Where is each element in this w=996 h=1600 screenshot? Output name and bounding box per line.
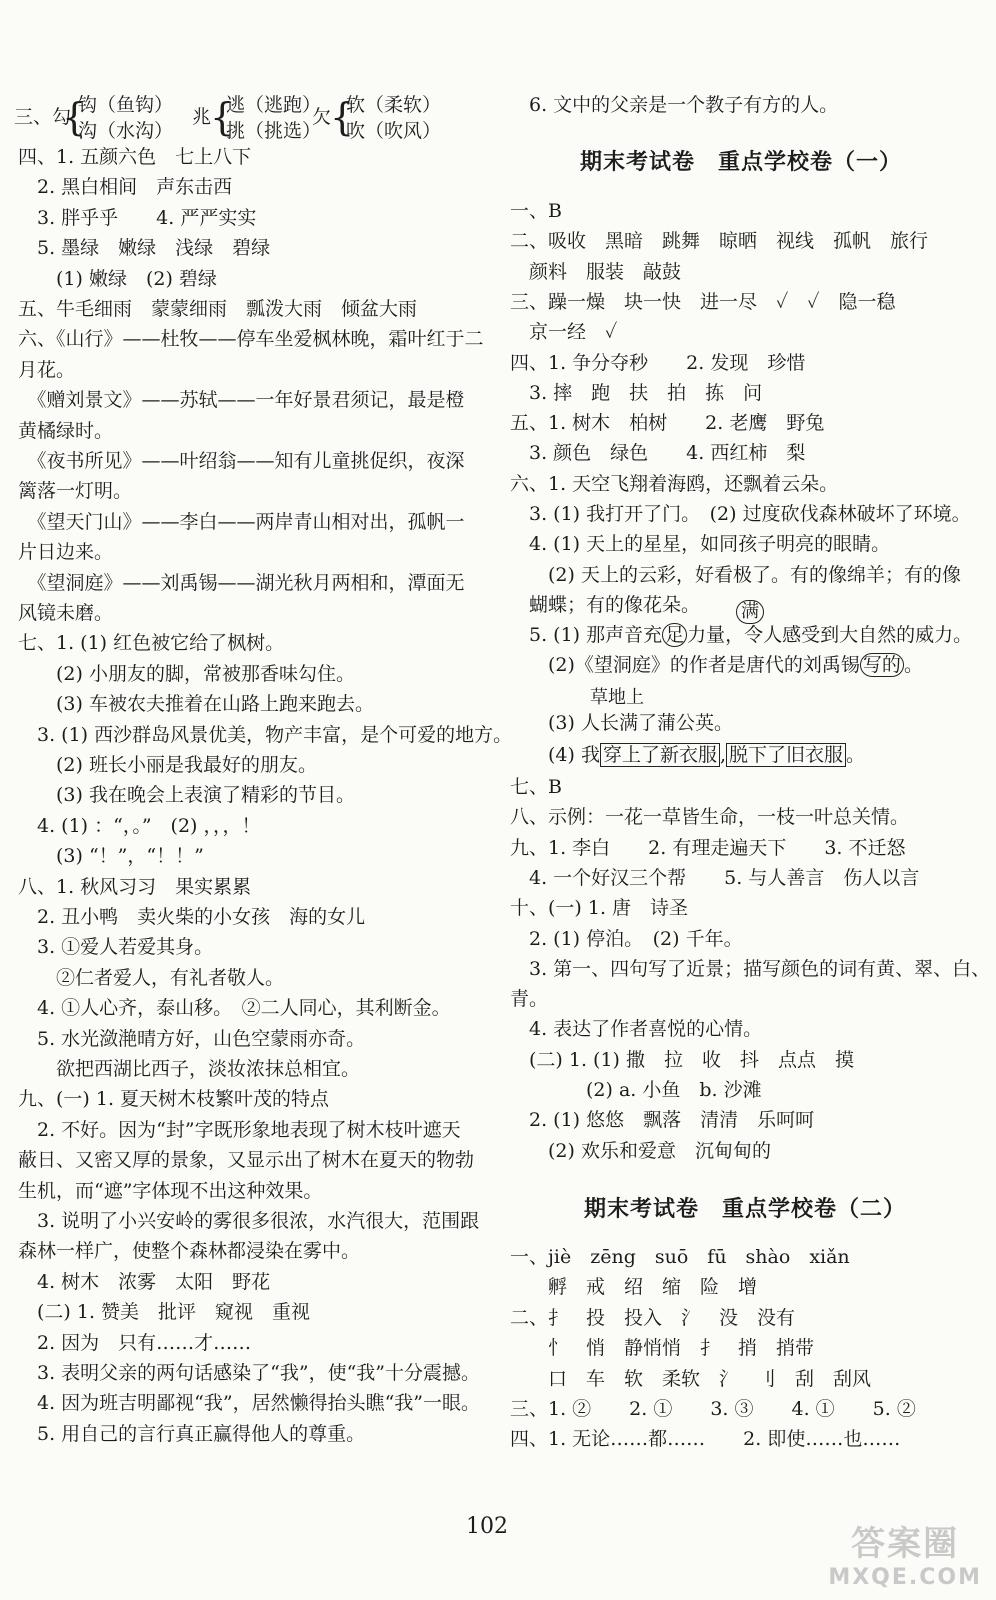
answer-line: 4. ①人心齐，泰山移。 ②二人同心，其利断金。 <box>18 997 451 1020</box>
answer-line: 三、躁一燥 块一快 进一尽 ✓ ✓ 隐一稳 <box>510 290 896 313</box>
circled-correction: 足 <box>662 623 687 647</box>
answer-line: 5. 水光潋滟晴方好，山色空蒙雨亦奇。 <box>18 1027 366 1050</box>
brace-icon: { <box>330 95 355 139</box>
answer-line: (2) 小朋友的脚，常被那香味勾住。 <box>18 662 355 685</box>
answer-line: (二) 1. 赞美 批评 窥视 重视 <box>18 1301 311 1324</box>
answer-line: 六、1. 天空飞翔着海鸥，还飘着云朵。 <box>510 472 839 495</box>
answer-line: 3. ①爱人若爱其身。 <box>18 936 214 959</box>
edit-mark-man: 满 <box>736 600 764 624</box>
answer-line: 二、吸收 黑暗 跳舞 晾晒 视线 孤帆 旅行 <box>510 230 929 253</box>
answer-text: (2)《望洞庭》的作者是唐代的刘禹锡 <box>510 654 860 676</box>
answer-line: 蝴蝶；有的像花朵。 <box>510 593 701 616</box>
answer-line: 一、jiè zēng suō fū shào xiǎn <box>510 1246 850 1268</box>
answer-line: 颜料 服装 敲鼓 <box>510 260 682 283</box>
answer-line: 蔽日、又密又厚的景象，又显示出了树木在夏天的物勃 <box>18 1149 475 1172</box>
answer-line: 月花。 <box>18 358 76 381</box>
answer-line: 6. 文中的父亲是一个教子有方的人。 <box>510 94 839 116</box>
answer-line: (2) 班长小丽是我最好的朋友。 <box>18 754 317 776</box>
answer-line: 3. 颜色 绿色 4. 西红柿 梨 <box>510 442 806 465</box>
page-number: 102 <box>466 1514 508 1539</box>
answer-text: (4) 我 <box>510 744 600 766</box>
answer-line: 2. 不好。因为“封”字既形象地表现了树木枝叶遮天 <box>18 1118 461 1141</box>
answer-line: (2) 欢乐和爱意 沉甸甸的 <box>510 1139 771 1162</box>
answer-text: , <box>719 744 727 766</box>
section-title-exam-1: 期末考试卷 重点学校卷（一） <box>580 150 903 175</box>
answer-line: 七、B <box>510 776 562 798</box>
answer-line: 风镜未磨。 <box>18 602 114 624</box>
answer-line: 4. 因为班吉明鄙视“我”，居然懒得抬头瞧“我”一眼。 <box>18 1392 481 1415</box>
answer-line: 《夜书所见》——叶绍翁——知有儿童挑促织，夜深 <box>18 450 465 472</box>
answer-line: 八、1. 秋风习习 果实累累 <box>18 875 252 898</box>
answer-line-5-4 <box>510 740 865 770</box>
answer-line: 3. 表明父亲的两句话感染了“我”，使“我”十分震撼。 <box>18 1362 481 1384</box>
answer-line-5-1 <box>510 620 972 650</box>
answer-line: 欲把西湖比西子，淡妆浓抹总相宜。 <box>18 1058 361 1080</box>
answer-line: 3. (1) 西沙群岛风景优美，物产丰富，是个可爱的地方。 <box>18 723 513 746</box>
answer-line: 七、1. (1) 红色被它给了枫树。 <box>18 632 285 655</box>
answer-text: 5. (1) 那声音充 <box>510 624 663 646</box>
section-title-exam-2: 期末考试卷 重点学校卷（二） <box>584 1197 907 1222</box>
answer-text: 。 <box>903 654 923 676</box>
answer-line: ②仁者爱人，有礼者敬人。 <box>18 966 285 989</box>
answer-line: 4. 一个好汉三个帮 5. 与人善言 伤人以言 <box>510 866 920 889</box>
answer-line-5-2 <box>510 650 923 680</box>
edit-mark-caodi: 草地上 <box>590 687 644 708</box>
brace-icon: { <box>210 95 235 139</box>
answer-line: 四、1. 五颜六色 七上八下 <box>18 146 252 168</box>
char-group-root: 欠 <box>312 106 332 128</box>
char-group-item: 软（柔软） <box>346 94 442 116</box>
answer-line: (3) 车被农夫推着在山路上跑来跑去。 <box>18 693 374 716</box>
answer-line: 青。 <box>510 988 549 1011</box>
brace-icon: { <box>62 95 87 139</box>
answer-line: 四、1. 争分夺秒 2. 发现 珍惜 <box>510 351 806 374</box>
answer-line: 5. 墨绿 嫩绿 浅绿 碧绿 <box>18 237 271 260</box>
answer-line: 2. 因为 只有……才…… <box>18 1331 252 1354</box>
answer-line: 森林一样广，使整个森林都浸染在雾中。 <box>18 1240 361 1263</box>
answer-line: 2. 黑白相间 声东击西 <box>18 176 233 199</box>
boxed-phrase: 穿上了新衣服 <box>600 743 720 767</box>
char-group-item: 逃（逃跑） <box>226 94 322 116</box>
answer-line: 《望洞庭》——刘禹锡——湖光秋月两相和，潭面无 <box>18 571 465 594</box>
answer-line: (3) “！”，“！！” <box>18 845 204 868</box>
answer-line: (2) 天上的云彩，好看极了。有的像绵羊；有的像 <box>510 563 961 586</box>
answer-line: 京一经 ✓ <box>510 321 618 344</box>
answer-line: 《赠刘景文》——苏轼——一年好景君须记，最是橙 <box>18 389 465 412</box>
char-group-root: 兆 <box>192 106 212 128</box>
watermark-url: MXQE.COM <box>828 1565 982 1590</box>
char-group-item: 沟（水沟） <box>78 120 174 142</box>
answer-line: 片日边来。 <box>18 541 114 564</box>
answer-line: 生机，而“遮”字体现不出这种效果。 <box>18 1179 323 1202</box>
answer-line: 五、1. 树木 柏树 2. 老鹰 野兔 <box>510 412 825 435</box>
answer-text: 力量，令人感受到大自然的威力。 <box>687 624 973 646</box>
answer-line: (2) a. 小鱼 b. 沙滩 <box>510 1079 762 1101</box>
answer-line: 篱落一灯明。 <box>18 480 133 503</box>
answer-line: 八、示例：一花一草皆生命，一枝一叶总关情。 <box>510 806 910 829</box>
answer-line: 九、1. 李白 2. 有理走遍天下 3. 不迁怒 <box>510 836 906 859</box>
answer-line: 3. 摔 跑 扶 拍 拣 问 <box>510 381 763 404</box>
answer-line: 4. (1) 天上的星星，如同孩子明亮的眼睛。 <box>510 533 891 556</box>
answer-line: 五、牛毛细雨 蒙蒙细雨 瓢泼大雨 倾盆大雨 <box>18 298 418 320</box>
answer-line: 4. 表达了作者喜悦的心情。 <box>510 1018 763 1041</box>
answer-line: 4. (1) ：“，。” (2) ，，，！ <box>18 814 261 837</box>
answer-line: 5. 用自己的言行真正赢得他人的尊重。 <box>18 1422 366 1445</box>
answer-line: 2. (1) 停泊。 (2) 千年。 <box>510 927 743 950</box>
answer-line: (3) 我在晚会上表演了精彩的节目。 <box>18 784 355 807</box>
answer-line: 4. 树木 浓雾 太阳 野花 <box>18 1270 271 1293</box>
answer-line: 忄 悄 静悄悄 扌 捎 捎带 <box>510 1337 815 1360</box>
answer-line: 二、扌 投 投入 氵 没 没有 <box>510 1306 796 1329</box>
char-group-item: 吹（吹风） <box>346 120 442 142</box>
answer-line: 孵 戒 绍 缩 险 增 <box>510 1276 758 1299</box>
circled-correction: 写的 <box>860 653 904 677</box>
answer-line: 九、(一) 1. 夏天树木枝繁叶茂的特点 <box>18 1088 330 1111</box>
char-group-item: 挑（挑选） <box>226 120 322 142</box>
section-san-prefix: 三、勾 <box>14 106 72 128</box>
answer-line: 3. (1) 我打开了门。 (2) 过度砍伐森林破坏了环境。 <box>510 503 971 525</box>
watermark-text: 答案圈 <box>851 1524 960 1564</box>
answer-line: 黄橘绿时。 <box>18 419 114 442</box>
answer-line: 四、1. 无论……都…… 2. 即使……也…… <box>510 1428 901 1451</box>
answer-line: 2. 丑小鸭 卖火柴的小女孩 海的女儿 <box>18 906 366 928</box>
watermark-logo <box>828 1516 982 1590</box>
answer-line-5-3: (3) 人长满了蒲公英。 <box>510 712 733 734</box>
char-group-item: 钩（鱼钩） <box>78 94 174 116</box>
answer-line: 十、(一) 1. 唐 诗圣 <box>510 897 689 920</box>
answer-line: 六、《山行》——杜牧——停车坐爱枫林晚，霜叶红于二 <box>18 328 484 351</box>
answer-line: 3. 胖乎乎 4. 严严实实 <box>18 206 257 229</box>
answer-line: 3. 第一、四句写了近景；描写颜色的词有黄、翠、白、 <box>510 957 991 980</box>
answer-line: 口 车 软 柔软 氵 刂 刮 刮风 <box>510 1367 872 1390</box>
answer-line: (二) 1. (1) 撒 拉 收 抖 点点 摸 <box>510 1048 854 1071</box>
answer-line: 3. 说明了小兴安岭的雾很多很浓，水汽很大，范围跟 <box>18 1210 480 1232</box>
answer-line: (1) 嫩绿 (2) 碧绿 <box>18 267 217 290</box>
answer-line: 三、1. ② 2. ① 3. ③ 4. ① 5. ② <box>510 1398 916 1420</box>
boxed-phrase: 脱下了旧衣服 <box>726 743 846 767</box>
answer-line: 一、B <box>510 200 562 222</box>
answer-line: 《望天门山》——李白——两岸青山相对出，孤帆一 <box>18 510 465 533</box>
answer-line: 2. (1) 悠悠 飘落 清清 乐呵呵 <box>510 1109 815 1132</box>
answer-text: 。 <box>846 744 866 766</box>
